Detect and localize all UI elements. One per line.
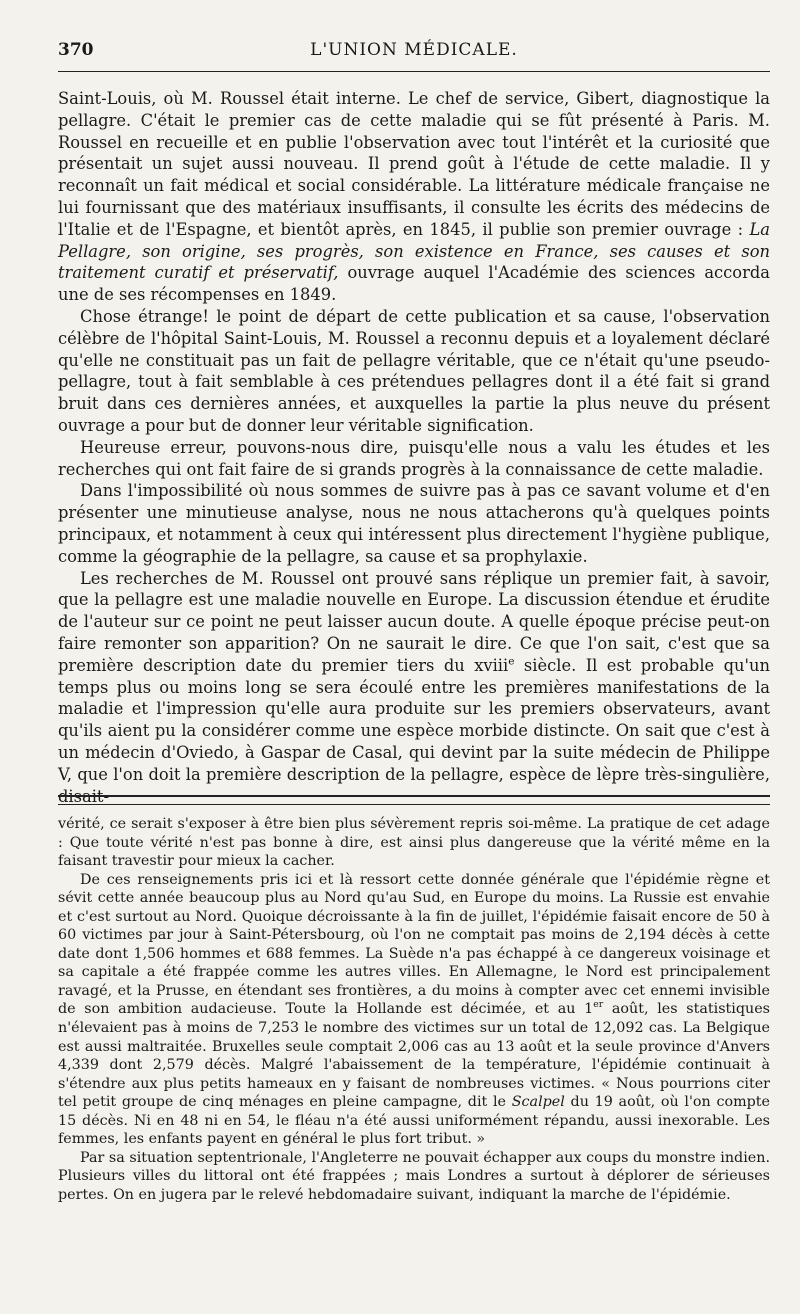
main-text <box>58 88 770 807</box>
running-title: L'UNION MÉDICALE. <box>310 40 518 60</box>
superscript: e <box>508 655 515 668</box>
italic-text: Scalpel <box>511 1094 565 1111</box>
paragraph <box>58 480 770 567</box>
paragraph <box>58 437 770 481</box>
italic-text: La Pellagre, son origine, ses progrès, son existence en France, ses causes et son traitement curatif et préservatif, <box>58 219 770 283</box>
text-run: De ces renseignements pris ici et là ressort cette donnée générale que l'épidémie règne et sévit cette année beaucoup plus au Nord qu'au Sud, en Europe du moins. La Russie est envahie et c'est surtout au Nord. Quoique décroissante à la fin de juillet, l'épidémie faisait encore de 50 à 60 victimes par jour à Saint-Pétersbourg, où l'on ne comptait pas moins de 2,194 décès à cette date dont 1,506 hommes et 688 femmes. La Suède n'a pas échappé à ce dangereux voisinage et sa capitale a été frappée comme les autres villes. En Allemagne, le Nord est principalement ravagé, et la Prusse, en étendant ses frontières, a du moins à compter avec cet ennemi invisible de son ambition audacieuse. Toute la Hollande est décimée, et au 1 <box>58 871 770 1018</box>
text-run: Les recherches de M. Roussel ont prouvé sans réplique un premier fait, à savoir, que la pellagre est une maladie nouvelle en Europe. La discussion étendue et érudite de l'auteur sur ce point ne peut laisser aucun doute. A quelle époque précise peut-on faire remonter son apparition? On ne saurait le dire. Ce que l'on sait, c'est que sa première description date du premier tiers du xviii <box>58 568 770 675</box>
page-header <box>58 36 770 70</box>
text-run: Heureuse erreur, pouvons-nous dire, puisqu'elle nous a valu les études et les recherches qui ont fait faire de si grands progrès à la connaissance de cette maladie. <box>58 437 770 479</box>
paragraph <box>58 815 770 871</box>
footnote-text <box>58 815 770 1204</box>
footnote-separator <box>58 795 770 805</box>
text-run: Chose étrange! le point de départ de cette publication et sa cause, l'observation célèbre de l'hôpital Saint-Louis, M. Roussel a reconnu depuis et a loyalement déclaré qu'elle ne constituait pas un fait de pellagre véritable, que ce n'était qu'une pseudo-pellagre, tout à fait semblable à ces prétendues pellagres dont il a été fait si grand bruit dans ces dernières années, et auxquelles la partie la plus neuve du présent ouvrage a pour but de donner leur véritable signification. <box>58 306 770 435</box>
header-rule <box>58 71 770 72</box>
paragraph <box>58 1149 770 1205</box>
text-run: août, les statistiques n'élevaient pas à moins de 7,253 le nombre des victimes sur un total de 12,092 cas. La Belgique est aussi maltraitée. Bruxelles seule comptait 2,006 cas au 13 août et la seule province d'Anvers 4,339 dont 2,579 décès. Malgré l'abaissement de la température, l'épidémie continuait à s'étendre aux plus petits hameaux en y faisant de nombreuses victimes. « Nous pourrions citer tel petit groupe de cinq ménages en pleine campagne, dit le <box>58 1001 771 1111</box>
superscript: er <box>593 999 604 1011</box>
paragraph <box>58 306 770 437</box>
text-run: Dans l'impossibilité où nous sommes de suivre pas à pas ce savant volume et d'en présenter une minutieuse analyse, nous ne nous attacherons qu'à quelques points principaux, et notamment à ceux qui intéressent plus directement l'hygiène publique, comme la géographie de la pellagre, sa cause et sa prophylaxie. <box>58 481 770 566</box>
page-number: 370 <box>58 40 94 60</box>
text-run: siècle. Il est probable qu'un temps plus ou moins long se sera écoulé entre les premières manifestations de la maladie et l'impression qu'elle aura produite sur les premiers observateurs, avant qu'ils aient pu la considérer comme une espèce morbide distincte. On sait que c'est à un médecin d'Oviedo, à Gaspar de Casal, qui devint par la suite médecin de Philippe V, que l'on doit la première description de la pellagre, espèce de lèpre très-singulière, disait- <box>58 655 770 806</box>
text-run: Par sa situation septentrionale, l'Angleterre ne pouvait échapper aux coups du monstre indien. Plusieurs villes du littoral ont été frappées ; mais Londres a surtout à déplorer de sérieuses pertes. On en jugera par le relevé hebdomadaire suivant, indiquant la marche de l'épidémie. <box>58 1149 770 1203</box>
text-run: ouvrage auquel l'Académie des sciences accorda une de ses récompenses en 1849. <box>58 263 770 305</box>
text-run: vérité, ce serait s'exposer à être bien plus sévèrement repris soi-même. La pratique de cet adage : Que toute vérité n'est pas bonne à dire, est ainsi plus dangereuse que la vérité même en la faisant travestir pour mieux la cacher. <box>58 816 770 870</box>
paragraph <box>58 871 770 1149</box>
paragraph <box>58 568 770 808</box>
paragraph <box>58 88 770 306</box>
text-run: du 19 août, où l'on compte 15 décès. Ni en 48 ni en 54, le fléau n'a été aussi uniformément répandu, aussi inexorable. Les femmes, les enfants payent en général le plus fort tribut. » <box>58 1094 770 1148</box>
text-run: Saint-Louis, où M. Roussel était interne. Le chef de service, Gibert, diagnostique la pellagre. C'était le premier cas de cette maladie qui se fût présenté à Paris. M. Roussel en recueille et en publie l'observation avec tout l'intérêt et la curiosité que présentait un sujet aussi nouveau. Il prend goût à l'étude de cette maladie. Il y reconnaît un fait médical et social considérable. La littérature médicale française ne lui fournissant que des matériaux insuffisants, il consulte les écrits des médecins de l'Italie et de l'Espagne, et bientôt après, en 1845, il publie son premier ouvrage : <box>58 89 770 239</box>
